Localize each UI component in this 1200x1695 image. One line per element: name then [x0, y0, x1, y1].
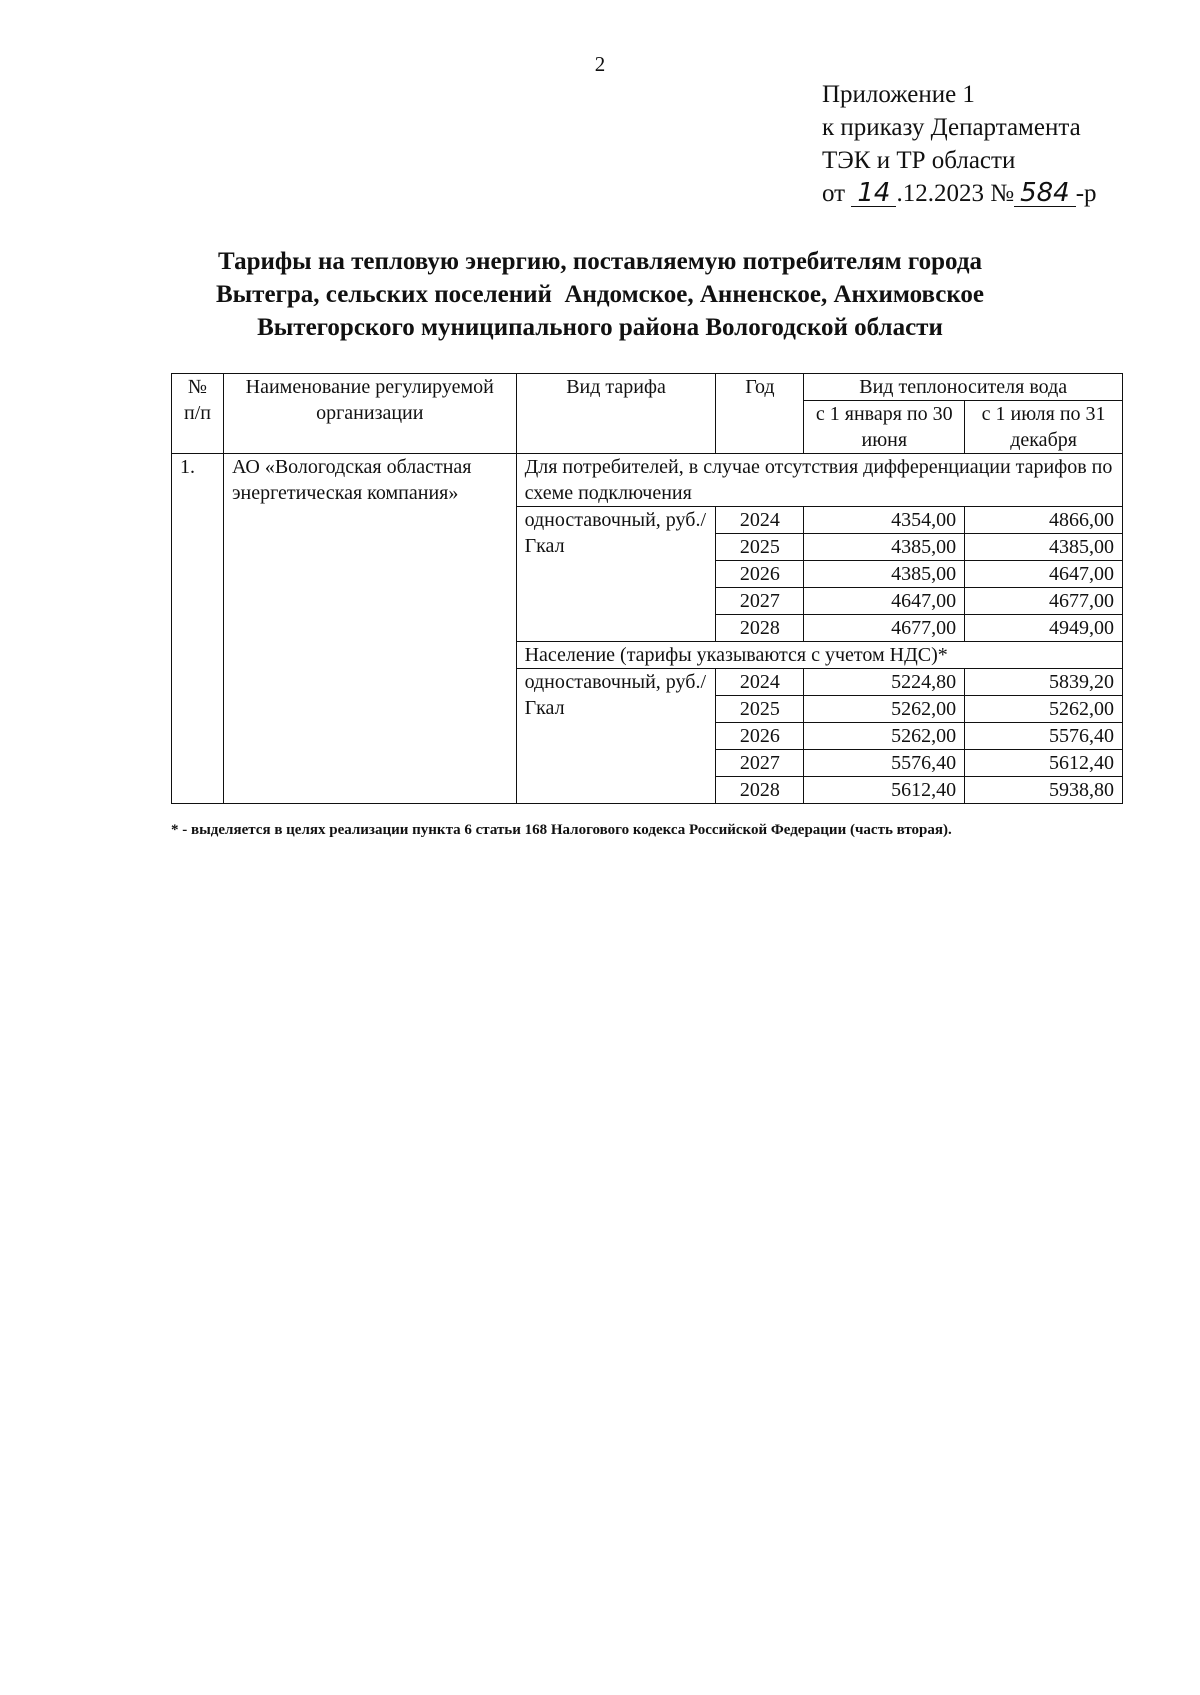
period-1-value: 4354,00 [804, 507, 965, 534]
appendix-date-line [822, 177, 1097, 210]
tariff-type-cell: одноставочный, руб./Гкал [516, 507, 716, 642]
section-1-label-row [172, 454, 1123, 507]
title-line-3: Вытегорского муниципального района Вологодской области [257, 314, 943, 341]
title-line-1: Тарифы на тепловую энергию, поставляемую потребителям города [218, 248, 982, 275]
tariff-table [171, 373, 1123, 804]
header-organization: Наименование регулируемой организации [223, 374, 516, 454]
section-label: Население (тарифы указываются с учетом НДС)* [516, 642, 1122, 669]
period-1-value: 4385,00 [804, 561, 965, 588]
header-carrier: Вид теплоносителя вода [804, 374, 1123, 401]
header-tariff-type: Вид тарифа [516, 374, 716, 454]
document-title [0, 245, 1200, 344]
tariff-type-cell: одноставочный, руб./Гкал [516, 669, 716, 804]
period-1-value: 5612,40 [804, 777, 965, 804]
appendix-block [822, 78, 1097, 210]
section-label: Для потребителей, в случае отсутствия дифференциации тарифов по схеме подключения [516, 454, 1122, 507]
header-num: № п/п [172, 374, 224, 454]
appendix-line-3: ТЭК и ТР области [822, 147, 1016, 174]
year-cell: 2028 [716, 777, 804, 804]
period-1-value: 5262,00 [804, 723, 965, 750]
year-cell: 2025 [716, 696, 804, 723]
period-1-value: 5224,80 [804, 669, 965, 696]
period-1-value: 4677,00 [804, 615, 965, 642]
period-1-value: 4647,00 [804, 588, 965, 615]
year-cell: 2025 [716, 534, 804, 561]
period-2-value: 5612,40 [965, 750, 1123, 777]
period-2-value: 4866,00 [965, 507, 1123, 534]
footnote: * - выделяется в целях реализации пункта 6 статьи 168 Налогового кодекса Российской Федерации (часть вторая). [171, 822, 952, 838]
period-2-value: 4385,00 [965, 534, 1123, 561]
appendix-line-2: к приказу Департамента [822, 114, 1081, 141]
year-cell: 2026 [716, 723, 804, 750]
period-2-value: 4647,00 [965, 561, 1123, 588]
year-cell: 2027 [716, 750, 804, 777]
date-prefix: от [822, 180, 846, 207]
header-row-1 [172, 374, 1123, 401]
appendix-line-1: Приложение 1 [822, 81, 975, 108]
year-cell: 2028 [716, 615, 804, 642]
order-suffix: -р [1075, 180, 1097, 207]
header-period-1: с 1 января по 30 июня [804, 401, 965, 454]
period-1-value: 5576,40 [804, 750, 965, 777]
year-cell: 2024 [716, 669, 804, 696]
year-cell: 2024 [716, 507, 804, 534]
row-number: 1. [172, 454, 224, 804]
date-rest: .12.2023 № [896, 180, 1015, 207]
header-year: Год [716, 374, 804, 454]
handwritten-day: 14 [851, 180, 896, 207]
period-1-value: 4385,00 [804, 534, 965, 561]
organization-name: АО «Вологодская областная энергетическая компания» [223, 454, 516, 804]
handwritten-order-number: 584 [1014, 180, 1076, 207]
period-2-value: 5938,80 [965, 777, 1123, 804]
period-2-value: 5262,00 [965, 696, 1123, 723]
year-cell: 2027 [716, 588, 804, 615]
page-number: 2 [594, 52, 606, 76]
period-2-value: 4677,00 [965, 588, 1123, 615]
header-period-2: с 1 июля по 31 декабря [965, 401, 1123, 454]
period-2-value: 4949,00 [965, 615, 1123, 642]
title-line-2: Вытегра, сельских поселений Андомское, Анненское, Анхимовское [215, 281, 985, 308]
year-cell: 2026 [716, 561, 804, 588]
period-2-value: 5839,20 [965, 669, 1123, 696]
period-1-value: 5262,00 [804, 696, 965, 723]
period-2-value: 5576,40 [965, 723, 1123, 750]
